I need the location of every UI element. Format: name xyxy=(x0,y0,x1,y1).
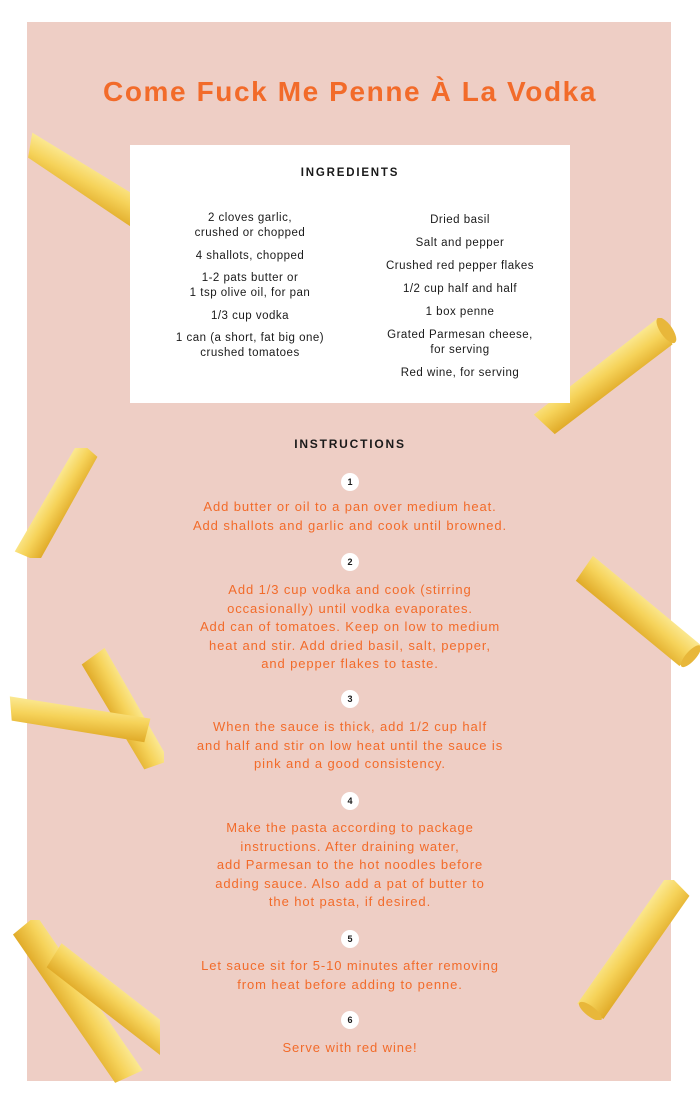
step-number-badge: 4 xyxy=(341,792,359,810)
step-number-badge: 6 xyxy=(341,1011,359,1029)
ingredient-item: Dried basil xyxy=(430,214,490,226)
step-text: Serve with red wine! xyxy=(282,1040,418,1055)
penne-pasta-image xyxy=(574,880,700,1020)
penne-pasta-image xyxy=(4,640,164,780)
ingredient-item: 2 cloves garlic, crushed or chopped xyxy=(194,212,306,239)
ingredient-item: Red wine, for serving xyxy=(400,367,520,379)
ingredient-item: 1 can (a short, fat big one) crushed tomatoes xyxy=(175,332,325,359)
step-number-badge: 2 xyxy=(341,553,359,571)
step-text: Make the pasta according to package instructions. After draining water, add Parmesan to the hot noodles before adding sauce. Also add a pat of butter to the hot pasta, if desired. xyxy=(215,820,485,909)
step-text: Let sauce sit for 5-10 minutes after removing from heat before adding to penne. xyxy=(201,958,499,992)
ingredients-heading: INGREDIENTS xyxy=(300,167,400,179)
step-text: When the sauce is thick, add 1/2 cup half and half and stir on low heat until the sauce is pink and a good consistency. xyxy=(196,719,504,771)
penne-pasta-image xyxy=(8,448,108,558)
ingredients-list-right xyxy=(355,213,565,389)
recipe-title: Come Fuck Me Penne À La Vodka xyxy=(103,76,597,107)
step-text: Add butter or oil to a pan over medium heat. Add shallots and garlic and cook until browned. xyxy=(192,499,508,533)
ingredients-list-left xyxy=(150,211,350,369)
ingredient-item: Salt and pepper xyxy=(415,237,505,249)
ingredient-item: 1-2 pats butter or 1 tsp olive oil, for pan xyxy=(189,272,311,299)
ingredient-item: 1/3 cup vodka xyxy=(210,309,290,322)
step-text: Add 1/3 cup vodka and cook (stirring occasionally) until vodka evaporates. Add can of tomatoes. Keep on low to medium heat and stir. Add dried basil, salt, pepper, and pepper flakes to taste. xyxy=(199,582,501,671)
ingredient-item: 1 box penne xyxy=(425,306,495,318)
ingredient-item: Grated Parmesan cheese, for serving xyxy=(387,329,533,356)
step-number-badge: 3 xyxy=(341,690,359,708)
instructions-heading: INSTRUCTIONS xyxy=(294,437,406,451)
ingredient-item: 4 shallots, chopped xyxy=(195,249,305,262)
ingredients-box xyxy=(130,145,570,403)
step-number-badge: 5 xyxy=(341,930,359,948)
step-number-badge: 1 xyxy=(341,473,359,491)
penne-pasta-image xyxy=(574,548,700,678)
ingredient-item: Crushed red pepper flakes xyxy=(385,260,535,272)
ingredient-item: 1/2 cup half and half xyxy=(402,283,518,295)
penne-pasta-image xyxy=(0,920,160,1090)
